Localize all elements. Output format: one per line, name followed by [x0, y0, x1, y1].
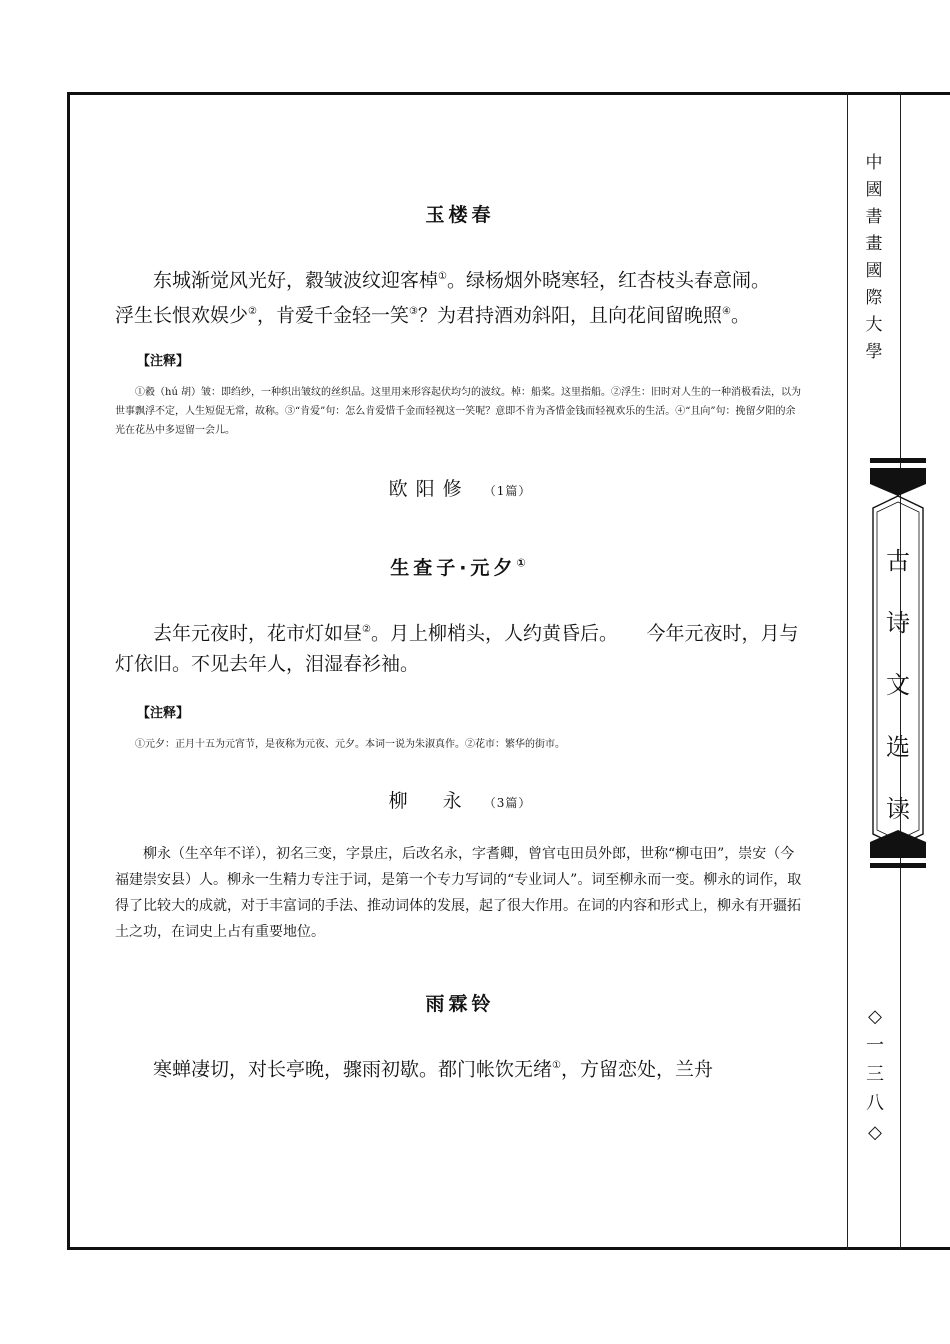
book-title-vertical: 古 诗 文 选 读 [886, 547, 910, 823]
note-label-yulouchun: 【注释】 [137, 353, 190, 369]
author-heading-liuyong: 柳 永 （3篇） [388, 789, 532, 812]
poem-title-yulouchun: 玉楼春 [425, 204, 495, 226]
page-number-vertical: ◇ 一 三 八 ◇ [866, 1006, 884, 1143]
main-content [115, 190, 805, 1085]
note-text-yulouchun: ①縠（hú 胡）皱：即绉纱，一种织出皱纹的丝织品。这里用来形容起伏均匀的波纹。棹：船桨。这里指船。②浮生：旧时对人生的一种消极看法，以为世事飘浮不定，人生短促无常，故称。③“肯爱”句：怎么肯爱惜千金而轻视这一笑呢？意即不肯为吝惜金钱而轻视欢乐的生活。④“且向”句：挽留夕阳的余光在花丛中多逗留一会儿。 [115, 386, 802, 436]
note-label-shengchazi: 【注释】 [137, 705, 190, 721]
poem-text-yulinling: 寒蝉凄切，对长亭晚，骤雨初歇。都门帐饮无绪①，方留恋处，兰舟 [153, 1058, 713, 1081]
poem-text-shengchazi: 去年元夜时，花市灯如昼②。月上柳梢头，人约黄昏后。 今年元夜时，月与灯依旧。不见去年人，泪湿春衫袖。 [115, 621, 799, 675]
author-bio-liuyong: 柳永（生卒年不详），初名三变，字景庄，后改名永，字耆卿，曾官屯田员外郎，世称“柳屯田”，崇安（今福建崇安县）人。柳永一生精力专注于词，是第一个专力写词的“专业词人”。词至柳永而一变。柳永的词作，取得了比较大的成就，对于丰富词的手法、推动词体的发展，起了很大作用。在词的内容和形式上，柳永有开疆拓土之功，在词史上占有重要地位。 [115, 845, 802, 940]
author-heading-ouyang: 欧阳修 （1篇） [388, 477, 532, 500]
note-text-shengchazi: ①元夕：正月十五为元宵节，是夜称为元夜、元夕。本词一说为朱淑真作。②花市：繁华的街市。 [135, 738, 565, 750]
publisher-vertical-label: 中 國 書 畫 國 際 大 學 [865, 153, 883, 362]
poem-text-yulouchun: 东城渐觉风光好，縠皱波纹迎客棹①。绿杨烟外晓寒轻，红杏枝头春意闹。 浮生长恨欢娱少②，肯爱千金轻一笑③？为君持酒劝斜阳，且向花间留晚照④。 [115, 269, 799, 327]
poem-title-shengchazi: 生查子·元夕① [390, 556, 530, 579]
sidebar-divider-left [847, 92, 848, 1250]
poem-title-yulinling: 雨霖铃 [425, 992, 495, 1015]
